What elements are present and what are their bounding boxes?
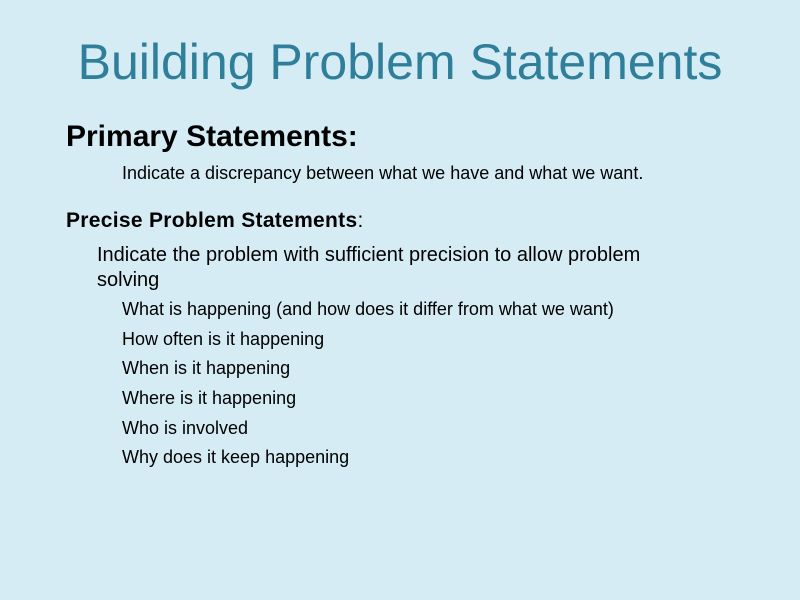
precise-statements-list [122, 298, 614, 476]
primary-statements-heading: Primary Statements: [66, 120, 358, 153]
precise-statements-heading-text: Precise Problem Statements [66, 209, 358, 232]
list-item: When is it happening [122, 358, 291, 379]
list-item: What is happening (and how does it differ from what we want) [122, 299, 614, 319]
list-item: Where is it happening [122, 388, 297, 409]
precise-statements-heading [66, 208, 363, 234]
precise-statements-heading-colon: : [357, 209, 364, 232]
primary-statements-description: Indicate a discrepancy between what we have and what we want. [122, 163, 644, 183]
list-item: Who is involved [122, 417, 249, 438]
list-item: How often is it happening [122, 328, 325, 349]
list-item: Why does it keep happening [122, 447, 350, 468]
slide-title: Building Problem Statements [77, 34, 723, 90]
precise-statements-description: Indicate the problem with sufficient precision to allow problem solving [97, 244, 641, 291]
